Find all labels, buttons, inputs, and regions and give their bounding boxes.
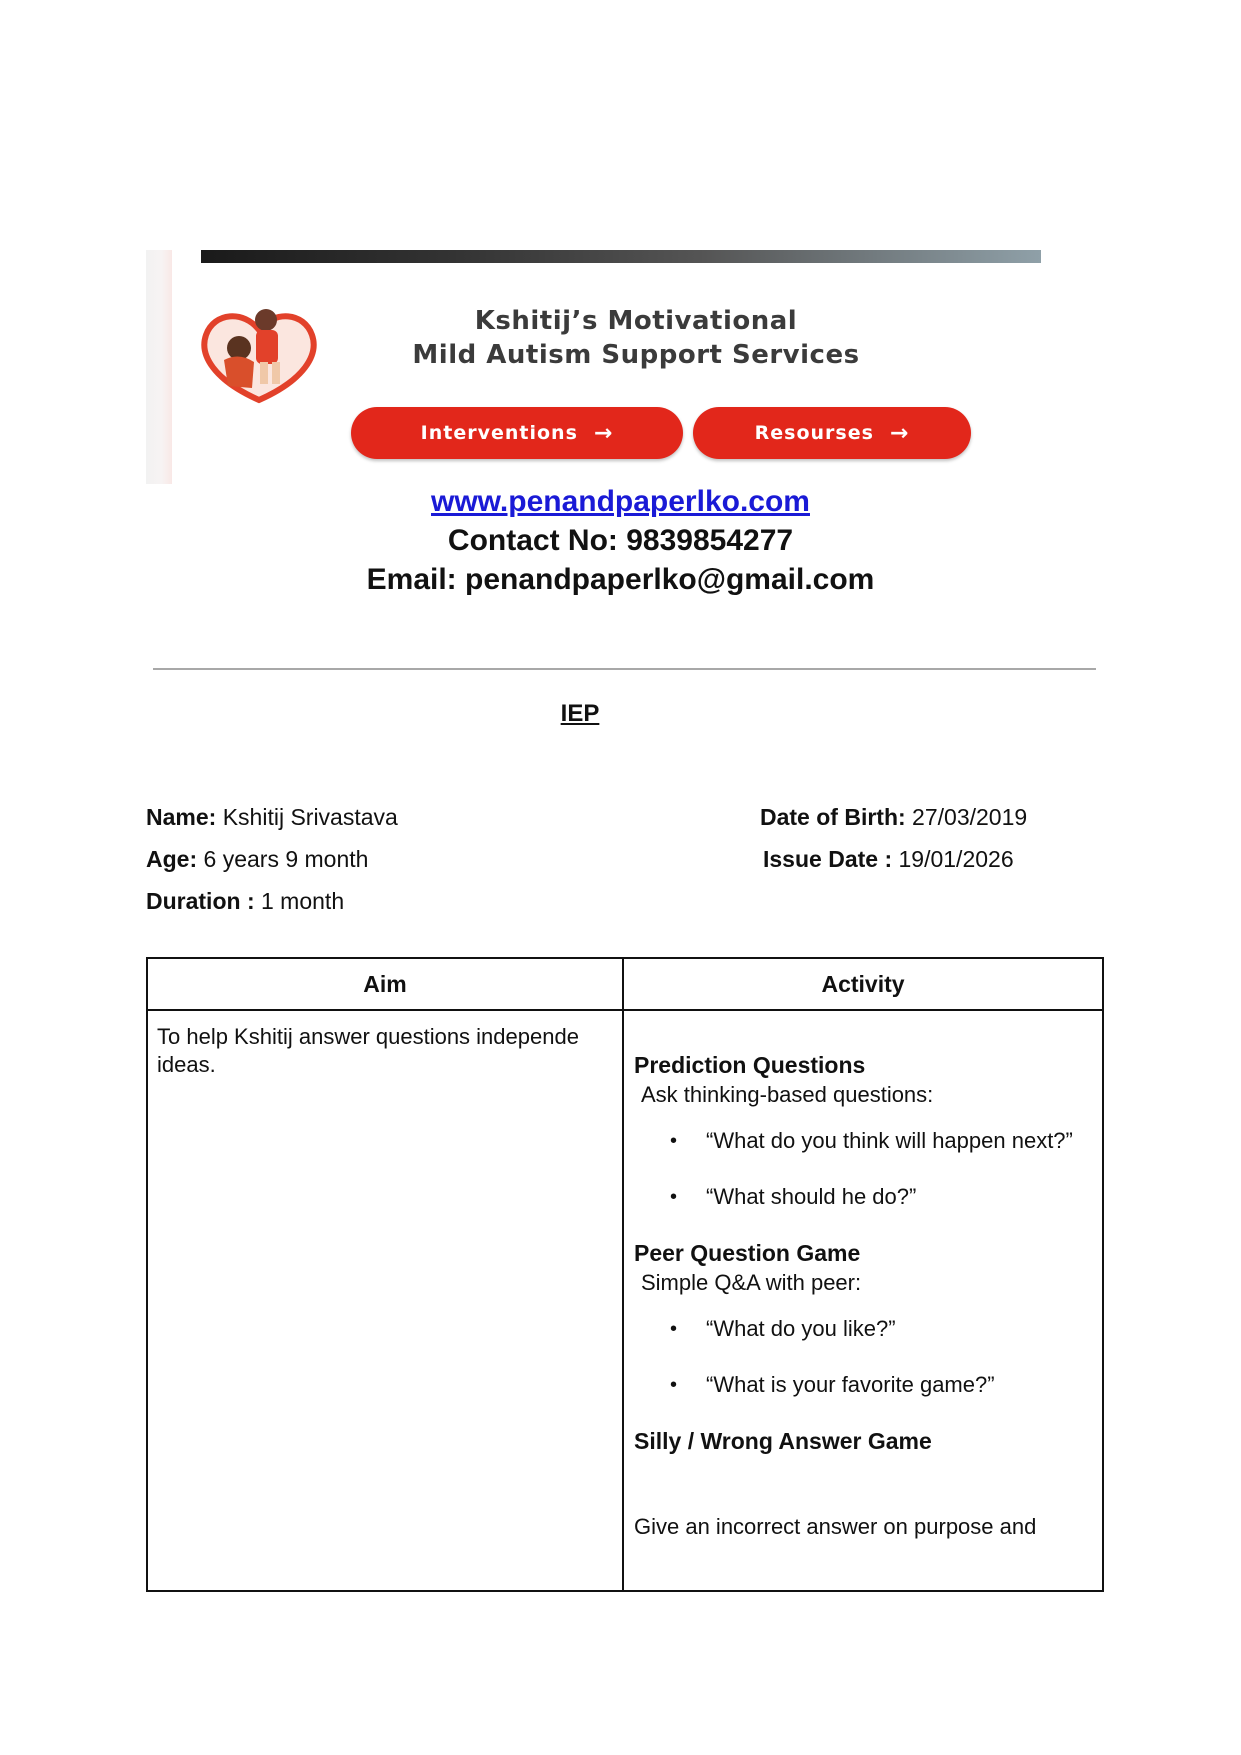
aim-text-line1: To help Kshitij answer questions independe <box>157 1024 579 1049</box>
name-value: Kshitij Srivastava <box>216 804 398 830</box>
issue-date-value: 19/01/2026 <box>892 846 1014 872</box>
dob-field <box>760 804 1027 831</box>
activity-subtitle-prediction: Ask thinking-based questions: <box>641 1082 934 1107</box>
prediction-bullets <box>634 1127 1090 1211</box>
list-item <box>670 1127 1090 1155</box>
bullet-icon: • <box>670 1374 678 1396</box>
dob-value: 27/03/2019 <box>905 804 1028 830</box>
banner-title-line1: Kshitij’s Motivational <box>474 306 798 336</box>
list-item <box>670 1371 1090 1399</box>
website-link[interactable]: www.penandpaperlko.com <box>431 485 810 518</box>
spacer <box>634 1455 1090 1511</box>
bullet-text: “What should he do?” <box>706 1184 917 1209</box>
activity-title-peer: Peer Question Game <box>634 1240 861 1266</box>
age-field <box>146 846 368 873</box>
logo-icon <box>194 300 324 410</box>
arrow-right-icon: → <box>889 420 910 446</box>
aim-text-line2: ideas. <box>157 1052 216 1077</box>
list-item <box>670 1183 1090 1211</box>
banner-title <box>356 304 916 372</box>
issue-date-label: Issue Date : <box>763 846 893 872</box>
banner-top-bar <box>201 250 1041 263</box>
contact-email: Email: penandpaperlko@gmail.com <box>366 563 875 596</box>
peer-bullets <box>634 1315 1090 1399</box>
activity-subtitle-peer: Simple Q&A with peer: <box>641 1270 862 1295</box>
contact-phone: Contact No: 9839854277 <box>447 524 794 557</box>
activity-title-prediction: Prediction Questions <box>634 1052 866 1078</box>
name-field <box>146 804 398 831</box>
age-label: Age: <box>146 846 198 872</box>
list-item <box>670 1315 1090 1343</box>
arrow-right-icon: → <box>593 420 614 446</box>
aim-cell <box>147 1010 623 1591</box>
bullet-icon: • <box>670 1186 678 1208</box>
divider <box>153 668 1096 670</box>
resourses-button[interactable] <box>693 407 971 459</box>
dob-label: Date of Birth: <box>760 804 906 830</box>
duration-value: 1 month <box>254 888 345 914</box>
duration-field <box>146 888 344 915</box>
interventions-button[interactable] <box>351 407 683 459</box>
activity-cell <box>623 1010 1103 1591</box>
activity-title-silly: Silly / Wrong Answer Game <box>634 1428 932 1454</box>
bullet-text: “What do you think will happen next?” <box>706 1128 1073 1153</box>
activity-header: Activity <box>623 958 1103 1010</box>
bullet-text: “What is your favorite game?” <box>706 1372 995 1397</box>
table-row <box>147 1010 1103 1591</box>
website-line <box>0 485 1241 519</box>
interventions-button-label: Interventions <box>420 422 578 444</box>
name-label: Name: <box>146 804 217 830</box>
bullet-text: “What do you like?” <box>706 1316 896 1341</box>
duration-label: Duration : <box>146 888 255 914</box>
bullet-icon: • <box>670 1130 678 1152</box>
age-value: 6 years 9 month <box>197 846 369 872</box>
header-banner <box>146 250 1046 484</box>
resourses-button-label: Resourses <box>754 422 874 444</box>
banner-title-line2: Mild Autism Support Services <box>412 340 860 370</box>
document-title: IEP <box>560 700 600 727</box>
table-header-row <box>147 958 1103 1010</box>
activity-trailing-text: Give an incorrect answer on purpose and <box>634 1514 1037 1539</box>
aim-header: Aim <box>147 958 623 1010</box>
issue-date-field <box>763 846 1014 873</box>
iep-table <box>146 957 1104 1592</box>
banner-left-strip <box>146 250 172 484</box>
bullet-icon: • <box>670 1318 678 1340</box>
